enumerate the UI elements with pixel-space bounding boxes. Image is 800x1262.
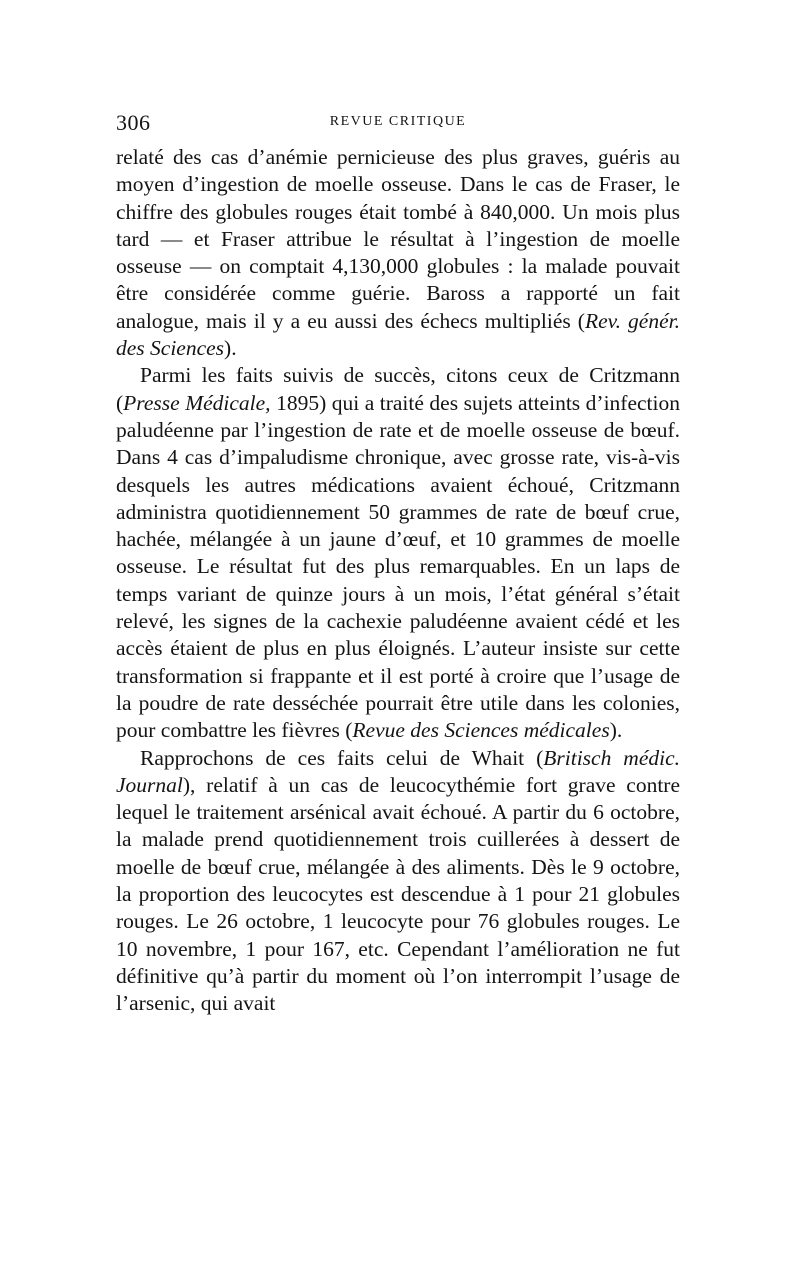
body-text — [116, 144, 680, 1018]
page-header — [116, 104, 680, 144]
text-segment: 1895) qui a traité des sujets atteints d’infection paludéenne par l’ingestion de rate et de moelle osseuse de bœuf. Dans 4 cas d’impaludisme chronique, avec grosse rate, vis-à-vis desquels les autres médications avaient échoué, Critzmann administra quotidiennement 50 grammes de rate de bœuf crue, hachée, mélangée à un jaune d’œuf, et 10 grammes de moelle osseuse. Le résultat fut des plus remarquables. En un laps de temps variant de quinze jours à un mois, l’état général s’était relevé, les signes de la cachexie paludéenne avaient cédé et les accès étaient de plus en plus éloignés. L’auteur insiste sur cette transformation si frappante et il est porté à croire que l’usage de la poudre de rate desséchée pourrait être utile dans les colonies, pour combattre les fièvres ( — [116, 390, 680, 743]
text-segment: ). — [609, 718, 623, 743]
paragraph-1 — [116, 144, 680, 362]
paragraph-2 — [116, 362, 680, 744]
text-segment: ). — [224, 336, 237, 361]
citation-italic: Revue des Sciences médicales — [352, 718, 610, 743]
page-number: 306 — [116, 110, 151, 135]
paragraph-3 — [116, 745, 680, 1018]
text-segment: Parmi les faits suivis de succès, citons ceux de Critzmann ( — [116, 363, 680, 415]
citation-italic: Rev. génér. des Sciences — [116, 308, 680, 361]
text-segment: Rapprochons de ces faits celui de Whait ( — [140, 745, 544, 770]
running-head: REVUE CRITIQUE — [329, 114, 467, 129]
text-segment: relaté des cas d’anémie pernicieuse des plus graves, guéris au moyen d’ingestion de moelle osseuse. Dans le cas de Fraser, le chiffre des globules rouges était tombé à 840,000. Un mois plus tard — et Fraser attribue le résultat à l’ingestion de moelle osseuse — on comptait 4,130,000 globules : la malade pouvait être considérée comme guérie. Baross a rapporté un fait analogue, mais il y a eu aussi des échecs multipliés ( — [116, 145, 680, 333]
citation-italic: Britisch médic. Journal — [116, 745, 681, 797]
text-segment: ), relatif à un cas de leucocythémie fort grave contre lequel le traitement arsénical avait échoué. A partir du 6 octobre, la malade prend quotidiennement trois cuillerées à dessert de moelle de bœuf crue, mélangée à des aliments. Dès le 9 octobre, la proportion des leucocytes est descendue à 1 pour 21 globules rouges. Le 26 octobre, 1 leucocyte pour 76 globules rouges. Le 10 novembre, 1 pour 167, etc. Cependant l’amélioration ne fut définitive qu’à partir du moment où l’on interrompit l’usage de l’arsenic, qui avait — [116, 772, 680, 1016]
citation-italic: Presse Médicale, — [123, 390, 271, 415]
document-page — [116, 104, 680, 1018]
